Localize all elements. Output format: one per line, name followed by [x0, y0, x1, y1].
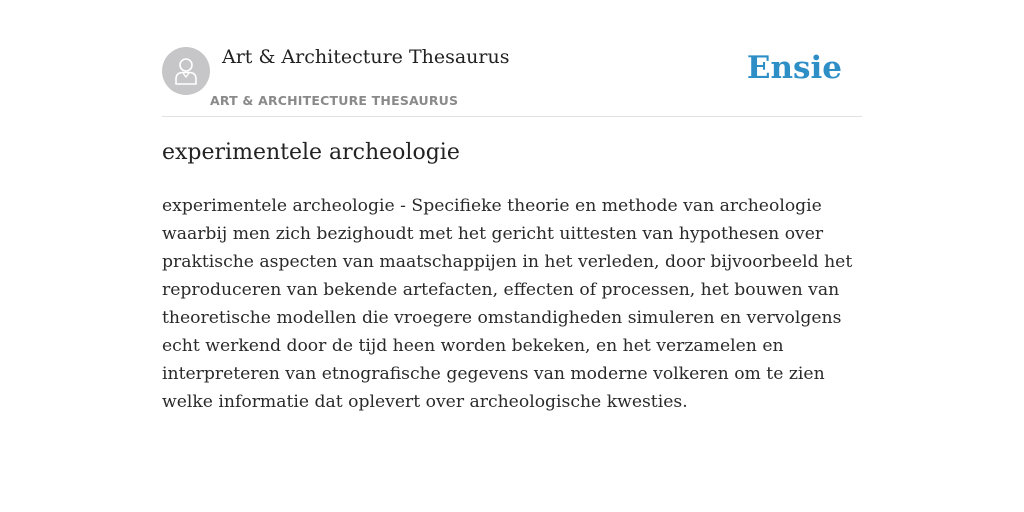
- author-name[interactable]: Art & Architecture Thesaurus: [222, 46, 510, 68]
- avatar[interactable]: [162, 47, 210, 95]
- header: [162, 46, 862, 117]
- article-title: experimentele archeologie: [162, 140, 460, 165]
- user-avatar-icon: [174, 57, 198, 85]
- ensie-logo[interactable]: Ensie: [746, 50, 842, 86]
- source-label[interactable]: ART & ARCHITECTURE THESAURUS: [210, 93, 459, 108]
- article-body: experimentele archeologie - Specifieke theorie en methode van archeologie waarbij men zich bezighoudt met het gericht uittesten van hypothesen over praktische aspecten van maatschappijen in het verleden, door bijvoorbeeld het reproduceren van bekende artefacten, effecten of processen, het bouwen van theoretische modellen die vroegere omstandigheden simuleren en vervolgens echt werkend door de tijd heen worden bekeken, en het verzamelen en interpreteren van etnografische gegevens van moderne volkeren om te zien welke informatie dat oplevert over archeologische kwesties.: [162, 196, 853, 412]
